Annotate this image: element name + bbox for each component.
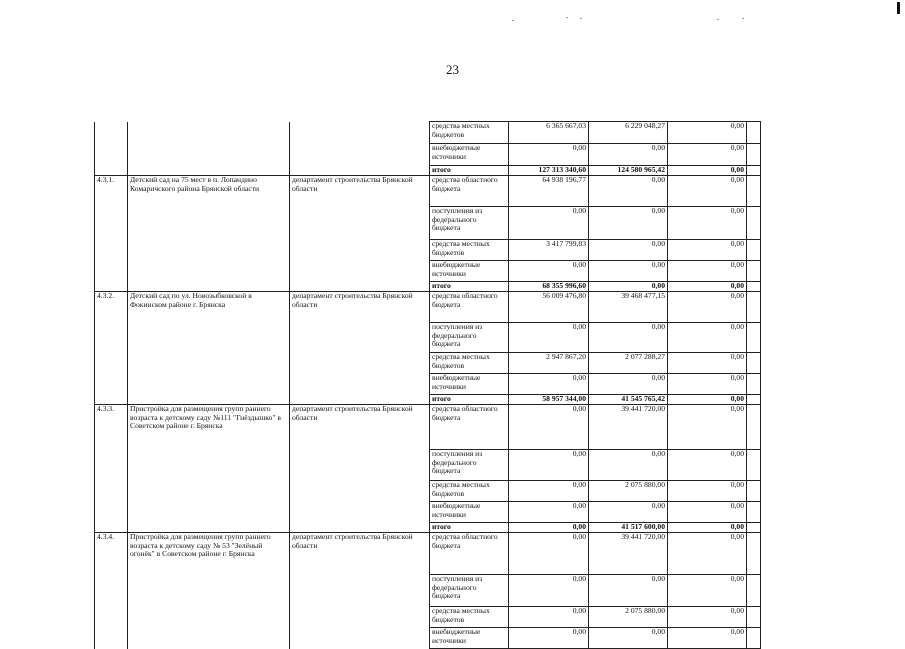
amount-year-1-cell: 64 938 196,77 xyxy=(509,176,589,207)
funding-source-cell: итого xyxy=(430,395,509,405)
amount-year-3-cell: 0,00 xyxy=(668,395,747,405)
funding-source-cell: поступления из федерального бюджета xyxy=(430,323,509,353)
funding-source-cell: итого xyxy=(430,166,509,176)
amount-year-1-cell: 127 313 340,60 xyxy=(509,166,589,176)
funding-source-cell: средства местных бюджетов xyxy=(430,122,509,144)
amount-year-3-cell: 0,00 xyxy=(668,502,747,523)
empty-trailing-cell xyxy=(747,395,761,405)
scan-speck xyxy=(742,18,744,19)
amount-year-2-cell: 0,00 xyxy=(589,450,668,481)
empty-trailing-cell xyxy=(747,374,761,395)
amount-year-2-cell: 0,00 xyxy=(589,282,668,292)
empty-trailing-cell xyxy=(747,144,761,166)
empty-trailing-cell xyxy=(747,282,761,292)
scan-speck xyxy=(717,19,719,20)
amount-year-3-cell: 0,00 xyxy=(668,575,747,607)
empty-trailing-cell xyxy=(747,405,761,450)
empty-trailing-cell xyxy=(747,450,761,481)
table-row xyxy=(95,292,761,323)
amount-year-2-cell: 0,00 xyxy=(589,261,668,282)
amount-year-1-cell: 3 417 799,83 xyxy=(509,240,589,261)
empty-trailing-cell xyxy=(747,261,761,282)
scan-corner-mark xyxy=(897,2,900,14)
amount-year-3-cell: 0,00 xyxy=(668,450,747,481)
amount-year-1-cell: 0,00 xyxy=(509,575,589,607)
funding-source-cell: поступления из федерального бюджета xyxy=(430,207,509,240)
amount-year-2-cell: 0,00 xyxy=(589,502,668,523)
funding-source-cell: средства местных бюджетов xyxy=(430,353,509,374)
funding-source-cell: средства областного бюджета xyxy=(430,405,509,450)
amount-year-3-cell: 0,00 xyxy=(668,607,747,628)
amount-year-3-cell: 0,00 xyxy=(668,166,747,176)
amount-year-2-cell: 2 077 288,27 xyxy=(589,353,668,374)
page-number: 23 xyxy=(446,62,459,77)
amount-year-1-cell: 0,00 xyxy=(509,144,589,166)
item-number-cell: 4.3.1. xyxy=(95,176,128,292)
empty-trailing-cell xyxy=(747,523,761,533)
amount-year-2-cell: 0,00 xyxy=(589,323,668,353)
amount-year-3-cell: 0,00 xyxy=(668,207,747,240)
object-name-cell: Детский сад на 75 мест в п. Лопандино Комаричского района Брянской области xyxy=(128,176,290,292)
amount-year-1-cell: 0,00 xyxy=(509,261,589,282)
empty-trailing-cell xyxy=(747,481,761,502)
funding-source-cell: внебюджетные источники xyxy=(430,144,509,166)
item-number-cell: 4.3.2. xyxy=(95,292,128,405)
amount-year-2-cell: 0,00 xyxy=(589,628,668,649)
amount-year-3-cell: 0,00 xyxy=(668,353,747,374)
amount-year-1-cell: 0,00 xyxy=(509,523,589,533)
scan-speck xyxy=(566,17,568,18)
amount-year-2-cell: 2 075 880,00 xyxy=(589,481,668,502)
funding-source-cell: средства областного бюджета xyxy=(430,292,509,323)
budget-table xyxy=(94,121,761,649)
executor-cell: департамент строительства Брянской области xyxy=(290,405,430,533)
amount-year-3-cell: 0,00 xyxy=(668,144,747,166)
funding-source-cell: средства областного бюджета xyxy=(430,176,509,207)
empty-trailing-cell xyxy=(747,502,761,523)
amount-year-3-cell: 0,00 xyxy=(668,323,747,353)
table-row xyxy=(95,176,761,207)
scan-speck xyxy=(512,20,514,21)
amount-year-3-cell: 0,00 xyxy=(668,176,747,207)
funding-source-cell: итого xyxy=(430,282,509,292)
empty-trailing-cell xyxy=(747,166,761,176)
funding-source-cell: средства местных бюджетов xyxy=(430,481,509,502)
executor-cell: департамент строительства Брянской области xyxy=(290,176,430,292)
empty-trailing-cell xyxy=(747,207,761,240)
funding-source-cell: средства местных бюджетов xyxy=(430,240,509,261)
empty-trailing-cell xyxy=(747,575,761,607)
object-name-cell: Пристройка для размещения групп раннего возраста к детскому саду № 53 "Зелёный огонёк" в Советском районе г. Брянска xyxy=(128,533,290,649)
amount-year-1-cell: 0,00 xyxy=(509,533,589,575)
amount-year-3-cell: 0,00 xyxy=(668,282,747,292)
empty-trailing-cell xyxy=(747,323,761,353)
amount-year-1-cell: 0,00 xyxy=(509,374,589,395)
funding-source-cell: поступления из федерального бюджета xyxy=(430,450,509,481)
amount-year-2-cell: 0,00 xyxy=(589,144,668,166)
funding-source-cell: средства областного бюджета xyxy=(430,533,509,575)
table-row xyxy=(95,533,761,575)
amount-year-2-cell: 41 545 765,42 xyxy=(589,395,668,405)
amount-year-1-cell: 0,00 xyxy=(509,481,589,502)
funding-source-cell: средства местных бюджетов xyxy=(430,607,509,628)
empty-trailing-cell xyxy=(747,607,761,628)
amount-year-2-cell: 0,00 xyxy=(589,575,668,607)
amount-year-1-cell: 6 365 667,03 xyxy=(509,122,589,144)
empty-trailing-cell xyxy=(747,176,761,207)
amount-year-2-cell: 6 229 048,27 xyxy=(589,122,668,144)
amount-year-3-cell: 0,00 xyxy=(668,240,747,261)
executor-cell: департамент строительства Брянской области xyxy=(290,292,430,405)
amount-year-1-cell: 0,00 xyxy=(509,207,589,240)
amount-year-2-cell: 0,00 xyxy=(589,207,668,240)
amount-year-2-cell: 0,00 xyxy=(589,176,668,207)
funding-source-cell: внебюджетные источники xyxy=(430,374,509,395)
amount-year-3-cell: 0,00 xyxy=(668,374,747,395)
funding-source-cell: внебюджетные источники xyxy=(430,628,509,649)
amount-year-1-cell: 0,00 xyxy=(509,405,589,450)
amount-year-3-cell: 0,00 xyxy=(668,122,747,144)
amount-year-2-cell: 0,00 xyxy=(589,374,668,395)
funding-source-cell: внебюджетные источники xyxy=(430,261,509,282)
empty-trailing-cell xyxy=(747,122,761,144)
empty-trailing-cell xyxy=(747,353,761,374)
object-name-cell xyxy=(128,122,290,176)
amount-year-1-cell: 0,00 xyxy=(509,450,589,481)
executor-cell xyxy=(290,122,430,176)
empty-trailing-cell xyxy=(747,240,761,261)
amount-year-1-cell: 58 957 344,00 xyxy=(509,395,589,405)
amount-year-1-cell: 0,00 xyxy=(509,628,589,649)
empty-trailing-cell xyxy=(747,292,761,323)
executor-cell: департамент строительства Брянской области xyxy=(290,533,430,649)
table-row xyxy=(95,405,761,450)
amount-year-1-cell: 0,00 xyxy=(509,323,589,353)
amount-year-2-cell: 0,00 xyxy=(589,240,668,261)
amount-year-3-cell: 0,00 xyxy=(668,523,747,533)
amount-year-2-cell: 41 517 600,00 xyxy=(589,523,668,533)
amount-year-2-cell: 124 580 965,42 xyxy=(589,166,668,176)
amount-year-1-cell: 68 355 996,60 xyxy=(509,282,589,292)
scan-speck xyxy=(580,18,582,19)
amount-year-2-cell: 39 441 720,00 xyxy=(589,405,668,450)
amount-year-1-cell: 2 947 867,20 xyxy=(509,353,589,374)
amount-year-2-cell: 39 441 720,00 xyxy=(589,533,668,575)
amount-year-3-cell: 0,00 xyxy=(668,628,747,649)
amount-year-2-cell: 39 468 477,15 xyxy=(589,292,668,323)
item-number-cell: 4.3.4. xyxy=(95,533,128,649)
funding-source-cell: внебюджетные источники xyxy=(430,502,509,523)
empty-trailing-cell xyxy=(747,628,761,649)
funding-source-cell: поступления из федерального бюджета xyxy=(430,575,509,607)
amount-year-1-cell: 56 009 476,80 xyxy=(509,292,589,323)
object-name-cell: Пристройка для размещения групп раннего возраста к детскому саду №111 "Гнёздышко" в Советском районе г. Брянска xyxy=(128,405,290,533)
funding-source-cell: итого xyxy=(430,523,509,533)
item-number-cell xyxy=(95,122,128,176)
table-row xyxy=(95,122,761,144)
amount-year-1-cell: 0,00 xyxy=(509,502,589,523)
amount-year-2-cell: 2 075 880,00 xyxy=(589,607,668,628)
amount-year-1-cell: 0,00 xyxy=(509,607,589,628)
object-name-cell: Детский сад по ул. Новозыбковской в Фокинском районе г. Брянска xyxy=(128,292,290,405)
amount-year-3-cell: 0,00 xyxy=(668,292,747,323)
amount-year-3-cell: 0,00 xyxy=(668,533,747,575)
amount-year-3-cell: 0,00 xyxy=(668,261,747,282)
amount-year-3-cell: 0,00 xyxy=(668,481,747,502)
amount-year-3-cell: 0,00 xyxy=(668,405,747,450)
item-number-cell: 4.3.3. xyxy=(95,405,128,533)
empty-trailing-cell xyxy=(747,533,761,575)
